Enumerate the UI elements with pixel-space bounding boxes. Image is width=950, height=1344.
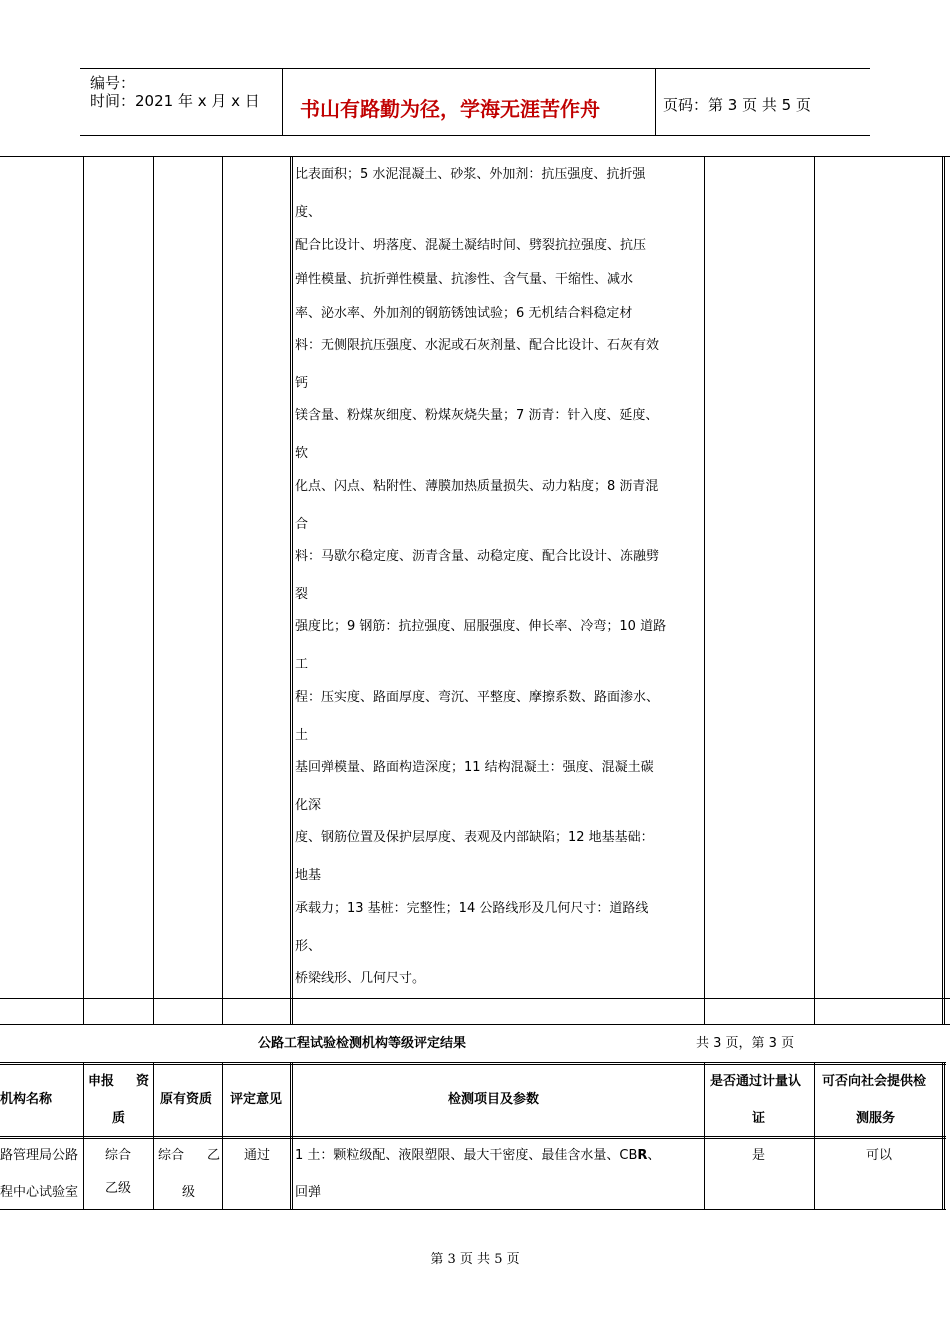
content-line: 配合比设计、坍落度、混凝土凝结时间、劈裂抗拉强度、抗压 xyxy=(295,238,647,253)
content-line: 裂 xyxy=(295,587,309,602)
content-line: 钙 xyxy=(295,376,309,391)
row-items-text: 、 xyxy=(647,1148,661,1163)
row-separator xyxy=(0,998,950,999)
table-bottom-rule xyxy=(0,1209,946,1210)
table-top-rule xyxy=(0,156,950,157)
content-line: 弹性模量、抗折弹性模量、抗渗性、含气量、干缩性、减水 xyxy=(295,272,634,287)
table-top-rule xyxy=(0,1062,946,1063)
row-metrology: 是 xyxy=(752,1148,766,1163)
content-line: 基回弹模量、路面构造深度；11 结构混凝土：强度、混凝土碳 xyxy=(295,760,654,775)
row-applied: 综合 xyxy=(105,1148,132,1163)
header-row-rule xyxy=(0,1136,946,1137)
column-divider xyxy=(222,157,223,1025)
content-line: 度、 xyxy=(295,205,322,220)
row-institution: 程中心试验室 xyxy=(0,1185,79,1200)
content-line: 地基 xyxy=(295,868,322,883)
header-applied: 质 xyxy=(112,1111,126,1126)
row-original: 乙 xyxy=(207,1148,221,1163)
content-line: 率、泌水率、外加剂的钢筋锈蚀试验；6 无机结合料稳定材 xyxy=(295,306,633,321)
content-line: 形、 xyxy=(295,939,322,954)
content-line: 镁含量、粉煤灰细度、粉煤灰烧失量；7 沥青：针入度、延度、 xyxy=(295,408,659,423)
content-line: 土 xyxy=(295,728,309,743)
page-info: 页码：第 3 页 共 5 页 xyxy=(663,96,811,114)
column-divider xyxy=(942,1063,945,1210)
header-applied: 申报 xyxy=(88,1074,115,1089)
header-top-rule xyxy=(80,68,870,69)
column-divider xyxy=(290,157,293,1025)
column-divider xyxy=(704,1063,705,1210)
table-top-rule xyxy=(0,1064,946,1065)
table-bottom-rule xyxy=(0,1024,950,1025)
header-institution: 机构名称 xyxy=(0,1092,53,1107)
column-divider xyxy=(290,1063,293,1210)
column-divider xyxy=(83,157,84,1025)
content-line: 化点、闪点、粘附性、薄膜加热质量损失、动力粘度；8 沥青混 xyxy=(295,479,659,494)
content-line: 比表面积；5 水泥混凝土、砂浆、外加剂：抗压强度、抗折强 xyxy=(295,167,646,182)
header-bottom-rule xyxy=(80,135,870,136)
header-metrology: 是否通过计量认 xyxy=(710,1074,802,1089)
row-items: 回弹 xyxy=(295,1185,322,1200)
column-divider xyxy=(83,1063,84,1210)
column-divider xyxy=(814,1063,815,1210)
header-motto: 书山有路勤为径，学海无涯苦作舟 xyxy=(300,97,600,121)
content-line: 桥梁线形、几何尺寸。 xyxy=(295,971,426,986)
header-service: 可否向社会提供检 xyxy=(822,1074,927,1089)
content-line: 度、钢筋位置及保护层厚度、表观及内部缺陷；12 地基基础： xyxy=(295,830,654,845)
row-institution: 路管理局公路 xyxy=(0,1148,79,1163)
header-metrology: 证 xyxy=(752,1111,766,1126)
row-original: 综合 xyxy=(158,1148,185,1163)
header-applied: 资 xyxy=(136,1074,150,1089)
header-service: 测服务 xyxy=(856,1111,896,1126)
header-original: 原有资质 xyxy=(160,1092,213,1107)
content-line: 化深 xyxy=(295,798,322,813)
content-line: 料：马歇尔稳定度、沥青含量、动稳定度、配合比设计、冻融劈 xyxy=(295,549,660,564)
content-line: 工 xyxy=(295,657,309,672)
row-items-text: 1 土：颗粒级配、液限塑限、最大干密度、最佳含水量、CB xyxy=(295,1148,638,1163)
table-page-count: 共 3 页，第 3 页 xyxy=(696,1036,795,1051)
content-line: 强度比；9 钢筋：抗拉强度、屈服强度、伸长率、冷弯；10 道路 xyxy=(295,619,667,634)
column-divider xyxy=(222,1063,223,1210)
row-opinion: 通过 xyxy=(244,1148,271,1163)
content-line: 承载力；13 基桩：完整性；14 公路线形及几何尺寸：道路线 xyxy=(295,901,649,916)
header-opinion: 评定意见 xyxy=(230,1092,283,1107)
content-line: 软 xyxy=(295,446,309,461)
row-applied: 乙级 xyxy=(105,1181,132,1196)
page-footer: 第 3 页 共 5 页 xyxy=(430,1252,520,1267)
column-divider xyxy=(153,1063,154,1210)
table-title: 公路工程试验检测机构等级评定结果 xyxy=(258,1036,467,1051)
row-items-text: R xyxy=(637,1148,648,1163)
row-original: 级 xyxy=(182,1185,196,1200)
content-line: 程：压实度、路面厚度、弯沉、平整度、摩擦系数、路面渗水、 xyxy=(295,690,660,705)
column-divider xyxy=(704,157,705,1025)
header-row-rule xyxy=(0,1138,946,1139)
column-divider xyxy=(153,157,154,1025)
column-divider xyxy=(942,157,945,1025)
document-time-label: 时间：2021 年 x 月 x 日 xyxy=(90,92,260,110)
header-items: 检测项目及参数 xyxy=(448,1092,540,1107)
header-divider-left xyxy=(282,68,283,136)
column-divider xyxy=(814,157,815,1025)
content-line: 合 xyxy=(295,517,309,532)
row-items xyxy=(295,1144,660,1163)
content-line: 料：无侧限抗压强度、水泥或石灰剂量、配合比设计、石灰有效 xyxy=(295,338,660,353)
row-service: 可以 xyxy=(866,1148,893,1163)
document-number-label: 编号： xyxy=(90,74,136,92)
header-divider-right xyxy=(655,68,656,136)
